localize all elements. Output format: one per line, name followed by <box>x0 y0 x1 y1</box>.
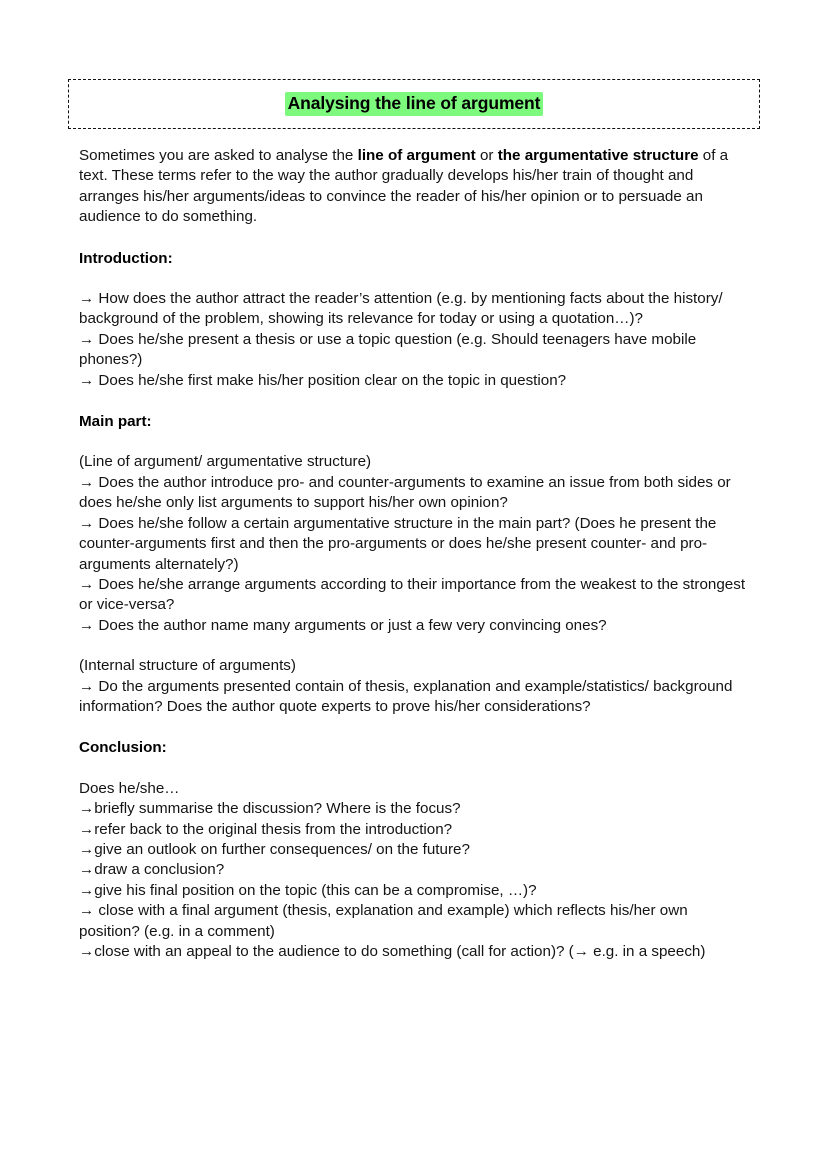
group-label: (Internal structure of arguments) <box>79 657 296 675</box>
group-spacer <box>79 269 747 289</box>
checklist-item: →draw a conclusion? <box>79 861 225 879</box>
group-spacer <box>79 432 747 452</box>
section-heading: Main part: <box>79 413 152 431</box>
group-spacer <box>79 636 747 656</box>
checklist-item: → Does he/she arrange arguments according to their importance from the weakest to the strongest or vice-versa? <box>79 575 746 614</box>
section-heading: Conclusion: <box>79 739 167 757</box>
checklist-item: →close with an appeal to the audience to do something (call for action)? (→ e.g. in a speech) <box>79 943 706 960</box>
section-spacer <box>79 391 747 412</box>
intro-part3: of a text. These terms refer to the way the author gradually develops his/her train of thought and arranges his/her arguments/ideas to convince the reader of his/her opinion or to persuade an audience to do something. <box>79 147 729 226</box>
document-body <box>79 146 747 962</box>
checklist-item: →give his final position on the topic (this can be a compromise, …)? <box>79 881 537 899</box>
page-title: Analysing the line of argument <box>285 92 544 116</box>
checklist-item: → How does the author attract the reader’s attention (e.g. by mentioning facts about the history/ background of the problem, showing its relevance for today or using a quotation…)? <box>79 290 723 328</box>
section-heading: Introduction: <box>79 249 173 267</box>
checklist-item: → Does the author introduce pro- and counter-arguments to examine an issue from both sides or does he/she only list arguments to support his/her own opinion? <box>79 473 731 512</box>
intro-bold1: line of argument <box>357 147 476 164</box>
group-spacer <box>79 759 747 779</box>
checklist-item: → close with a final argument (thesis, explanation and example) which reflects his/her own position? (e.g. in a comment) <box>79 902 688 940</box>
section-spacer <box>79 717 747 738</box>
group-label: (Line of argument/ argumentative structure) <box>79 453 372 471</box>
checklist-item: →briefly summarise the discussion? Where is the focus? <box>79 800 461 818</box>
intro-part1: Sometimes you are asked to analyse the <box>79 147 358 164</box>
checklist-item: → Does the author name many arguments or just a few very convincing ones? <box>79 616 607 634</box>
checklist-item: →refer back to the original thesis from the introduction? <box>79 820 453 838</box>
sections-container <box>79 228 747 963</box>
intro-part2: or <box>475 147 498 164</box>
checklist-item: → Does he/she first make his/her position clear on the topic in question? <box>79 371 567 389</box>
checklist-item: → Does he/she present a thesis or use a topic question (e.g. Should teenagers have mobile phones?) <box>79 330 697 369</box>
checklist-item: → Do the arguments presented contain of thesis, explanation and example/statistics/ background information? Does the author quote experts to prove his/her considerations? <box>79 677 733 715</box>
checklist-item: → Does he/she follow a certain argumentative structure in the main part? (Does he present the counter-arguments first and then the pro-arguments or does he/she present counter- and pro-arguments alternately?) <box>79 514 717 573</box>
group-label: Does he/she… <box>79 779 180 797</box>
intro-bold2: the argumentative structure <box>497 147 699 164</box>
title-box <box>68 79 760 129</box>
section-spacer <box>79 228 747 249</box>
checklist-item: →give an outlook on further consequences/ on the future? <box>79 840 470 858</box>
intro-paragraph <box>79 146 747 228</box>
